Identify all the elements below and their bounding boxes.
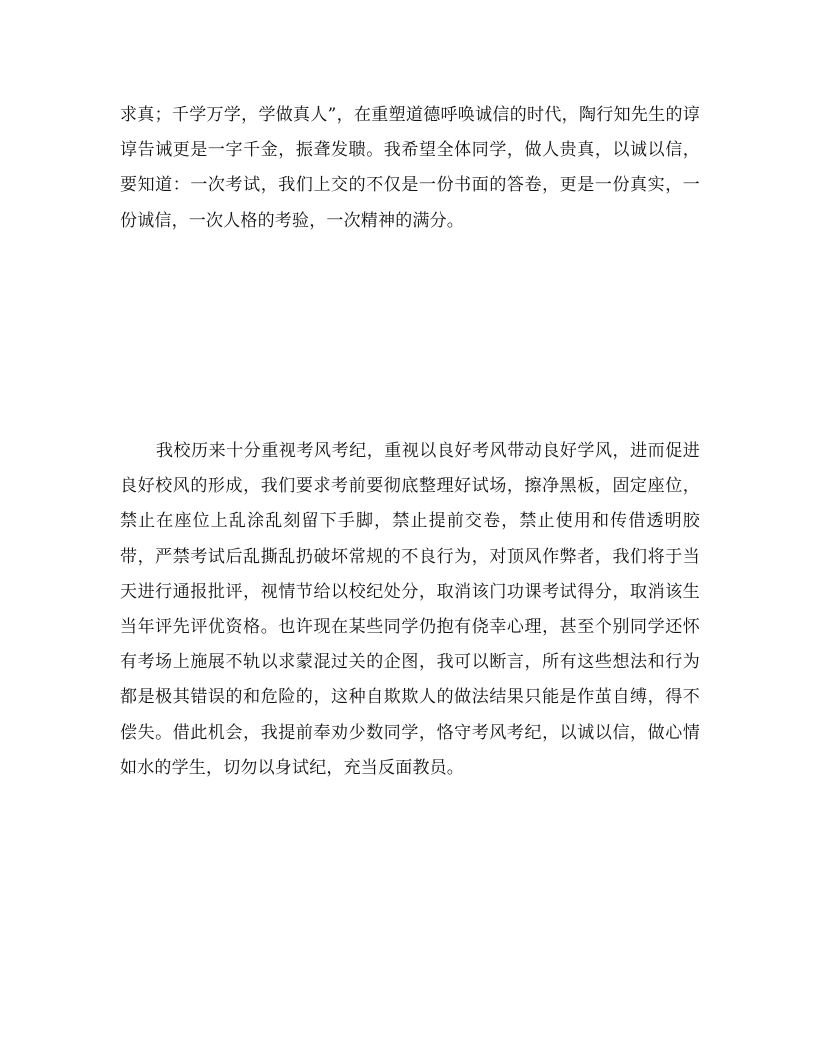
paragraph-2: 我校历来十分重视考风考纪，重视以良好考风带动良好学风，进而促进良好校风的形成，我们要求考前要彻底整理好试场，擦净黑板，固定座位，禁止在座位上乱涂乱刻留下手脚，禁止提前交卷，禁止使用和传借透明胶带，严禁考试后乱撕乱扔破坏常规的不良行为，对顶风作弊者，我们将于当天进行通报批评，视情节给以校纪处分，取消该门功课考试得分，取消该生当年评先评优资格。也许现在某些同学仍抱有侥幸心理，甚至个别同学还怀有考场上施展不轨以求蒙混过关的企图，我可以断言，所有这些想法和行为都是极其错误的和危险的，这种自欺欺人的做法结果只能是作茧自缚，得不偿失。借此机会，我提前奉劝少数同学，恪守考风考纪，以诚以信，做心情如水的学生，切勿以身试纪，充当反面教员。 — [120, 441, 700, 778]
paragraph-1: 求真；千学万学，学做真人”，在重塑道德呼唤诚信的时代，陶行知先生的谆谆告诫更是一字千金，振聋发聩。我希望全体同学，做人贵真，以诚以信，要知道：一次考试，我们上交的不仅是一份书面的答卷，更是一份真实，一份诚信，一次人格的考验，一次精神的满分。 — [120, 105, 700, 231]
